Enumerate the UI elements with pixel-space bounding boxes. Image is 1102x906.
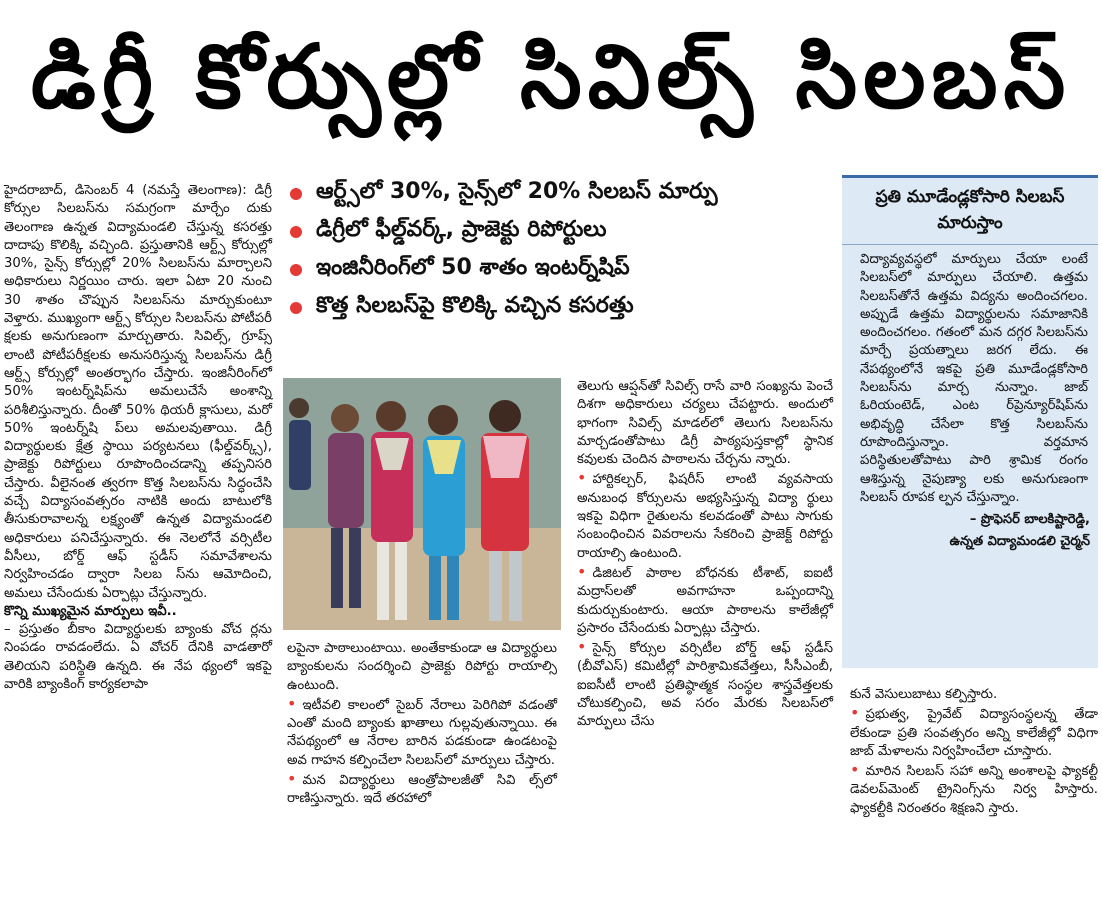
subheading: కొన్ని ముఖ్యమైన మార్పులు ఇవీ.. — [4, 603, 177, 619]
list-item: • సైన్స్‌ కోర్సుల వర్సిటీల బోర్డ్‌ ఆఫ్‌ స్టడీస్‌ (బీవోఎస్‌) కమిటీల్లో పారిశ్రామికవేత్తలు, సీసీఎంబీ, ఐఐసీటీ లాంటి ప్రతిష్ఠాత్మక సంస్థల శాస్త్రవేత్తలకు చోటుకల్పించి, అవ సరం మేరకు సిలబస్‌లో మార్పులు చేసు — [577, 638, 833, 731]
bullet-icon — [290, 302, 302, 314]
quote-attribution-name: – ప్రొఫెసర్‌ బాలకిష్టారెడ్డి, — [969, 512, 1090, 528]
quote-box-text: విద్యావ్యవస్థలో మార్పులు చేయా లంటే సిలబస్‌లో మార్పులు చేయాలి. ఉత్తమ సిలబస్‌తోనే ఉత్తమ విద్యను అందించగలం. అప్పుడే ఉత్తమ విద్యార్థులను సమాజానికి అందించగలం. గతంలో మన దగ్గర సిలబస్‌ను మార్చే ప్రయత్నాలు జరగ లేదు. ఈ నేపథ్యంలోనే ఇకపై ప్రతి మూడేండ్లకోసారి సిలబస్‌ను మార్చ నున్నాం. జాబ్‌ ఓరియంటెడ్‌, ఎంట ర్‌ప్రెన్యూర్‌షిప్‌ను అభివృద్ధి చేసేలా కొత్త సిలబస్‌ను రూపొందిస్తున్నాం. వర్తమాన పరిస్థితులతోపాటు పారి శ్రామిక రంగం ఆశిస్తున్న నైపుణ్యా లకు అనుగుణంగా సిలబస్‌ రూపక ల్పన చేస్తున్నాం. — [860, 252, 1088, 505]
article-column-1 — [4, 182, 272, 694]
highlight-item: ఆర్ట్స్‌లో 30%, సైన్స్‌లో 20% సిలబస్‌ మార్పు — [290, 175, 850, 213]
students-photo-illustration — [283, 378, 561, 630]
highlight-item: కొత్త సిలబస్‌పై కొలిక్కి వచ్చిన కసరత్తు — [290, 289, 850, 327]
quote-box-title: ప్రతి మూడేండ్లకోసారి సిలబస్‌ మారుస్తాం — [842, 178, 1098, 245]
list-item: • ప్రభుత్వ, ప్రైవేట్‌ విద్యాసంస్థలన్న తేడా లేకుండా ప్రతి సంవత్సరం అన్ని కాలేజీల్లో విధిగా జాబ్‌ మేళాలను నిర్వహించేలా చూస్తారు. — [850, 704, 1098, 761]
bullet-icon — [290, 264, 302, 276]
highlight-item: డిగ్రీలో ఫీల్డ్‌వర్క్‌, ప్రాజెక్టు రిపోర్టులు — [290, 213, 850, 251]
list-item: • మారిన సిలబస్‌ సహా అన్ని అంశాలపై ఫ్యాకల్టీ డెవలప్‌మెంట్‌ ట్రైనింగ్స్‌ను నిర్వ హిస్తారు. ఫ్యాకల్టీకి నిరంతరం శిక్షణని స్తారు. — [850, 761, 1098, 818]
article-text: – ప్రస్తుతం బీకాం విద్యార్థులకు బ్యాంకు వోచ ర్లను నింపడం రావడంలేదు. ఏ వోచర్‌ దేనికి వాడతారో తెలియని పరిస్థితి ఉన్నది. ఈ నేప థ్యంలో ఇకపై వారికి బ్యాంకింగ్‌ కార్యకలాపా — [4, 622, 272, 693]
highlights-list — [290, 175, 850, 327]
article-column-3 — [577, 378, 833, 732]
bullet-icon — [290, 226, 302, 238]
highlight-item: ఇంజినీరింగ్‌లో 50 శాతం ఇంటర్న్‌షిప్‌ — [290, 251, 850, 289]
article-text: హైదరాబాద్‌, డిసెంబర్‌ 4 (నమస్తే తెలంగాణ): డిగ్రీ కోర్సుల సిలబస్‌ను సమగ్రంగా మార్చేం దుకు తెలంగాణ ఉన్నత విద్యామండలి చేస్తున్న కసరత్తు దాదాపు కొలిక్కి వచ్చింది. ప్రస్తుతానికి ఆర్ట్స్‌ కోర్సుల్లో 30%, సైన్స్‌ కోర్సుల్లో 20% సిలబస్‌ను మార్చాలని అధికారులు నిర్ణయిం చారు. ఇలా ఏటా 20 నుంచి 30 శాతం చొప్పున సిలబస్‌ను మార్చుకుంటూ వెళ్తారు. ముఖ్యంగా ఆర్ట్స్‌ కోర్సుల సిలబస్‌ను పోటీపరీ క్షలకు అనుగుణంగా మార్చుతారు. సివిల్స్‌, గ్రూప్స్‌ లాంటి పోటీపరీక్షలకు అనుసరిస్తున్న సిలబస్‌ను డిగ్రీ ఆర్ట్స్‌ కోర్సుల్లో అంతర్భాగం చేస్తారు. ఇంజినీరింగ్‌లో 50% ఇంటర్న్‌షిప్‌ను అమలుచేసే అంశాన్ని పరిశీలిస్తున్నారు. దీంతో 50% థియరీ క్లాసులు, మరో 50% ఇంటర్న్‌షి ప్‌లు అమలవుతాయి. డిగ్రీ విద్యార్థులకు క్షేత్ర స్థాయి పర్యటనలు (ఫీల్డ్‌వర్క్స్‌), ప్రాజెక్టు రిపోర్టులు రూపొందించడాన్ని తప్పనిసరి చేస్తారు. వీలైనంత త్వరగా కొత్త సిలబస్‌ను సిద్ధంచేసి వచ్చే విద్యాసంవత్సరం నాటికి అందు బాటులోకి తీసుకురావాలన్న లక్ష్యంతో ఉన్నత విద్యామండలి అధికారులు పనిచేస్తున్నారు. ఈ నెలలోనే వర్సిటీల వీసీలు, బోర్డ్‌ ఆఫ్‌ స్టడీస్‌ సమావేశాలను నిర్వహించడం ద్వారా సిలబ స్‌ను ఆమోదించి, అమలు చేసేందుకు ఏర్పాట్లు చేస్తున్నారు. — [4, 183, 272, 601]
list-item: • ఇటీవలి కాలంలో సైబర్‌ నేరాలు పెరిగిపో వడంతో ఎంతో మంది బ్యాంకు ఖాతాలు గుల్లవుతున్నాయి. ఈ నేపథ్యంలో ఆ నేరాల బారిన పడకుండా ఉండటంపై అవ గాహన కల్పించేలా సిలబస్‌లో మార్పులు చేస్తారు. — [287, 695, 557, 770]
article-column-2 — [287, 640, 557, 809]
quote-attribution-title: ఉన్నత విద్యామండలి చైర్మన్‌ — [949, 534, 1090, 550]
bullet-icon — [290, 188, 302, 200]
quote-box — [842, 175, 1098, 668]
article-text: కునే వెసులుబాటు కల్పిస్తారు. — [850, 687, 998, 702]
headline: డిగ్రీ కోర్సుల్లో సివిల్స్‌ సిలబస్‌ — [30, 25, 1072, 128]
list-item: • మన విద్యార్థులు ఆంత్రోపాలజీతో సివి ల్స్‌లో రాణిస్తున్నారు. ఇదే తరహాలో — [287, 770, 557, 809]
students-photo — [283, 378, 561, 630]
list-item: • డిజిటల్‌ పాఠాల బోధనకు టీశాట్‌, ఐఐటీ మద్రాస్‌లతో అవగాహనా ఒప్పందాన్ని కుదుర్చుకుంటారు. ఆయా పాఠాలను కాలేజీల్లో ప్రసారం చేసేందుకు ఏర్పాట్లు చేస్తారు. — [577, 563, 833, 638]
article-column-4 — [850, 686, 1098, 818]
list-item: • హార్టికల్చర్‌, ఫిషరీస్‌ లాంటి వ్యవసాయ అనుబంధ కోర్సులను అభ్యసిస్తున్న విద్యా ర్థులు ఇకపై విధిగా రైతులను కలవడంతో పాటు సాగుకు సంబంధించిన వివరాలను సేకరించి ప్రాజెక్ట్‌ రిపోర్టు రాయాల్సి ఉంటుంది. — [577, 469, 833, 562]
article-text: తెలుగు ఆప్షన్‌తో సివిల్స్‌ రాసే వారి సంఖ్యను పెంచే దిశగా అధికారులు చర్యలు చేపట్టారు. అందులో భాగంగా సివిల్స్‌ మాడల్‌లో తెలుగు సిలబస్‌ను మార్చడంతోపాటు డిగ్రీ పాఠ్యపుస్తకాల్లో స్థానిక కవులకు చెందిన పాఠాలను చేర్చను న్నారు. — [577, 379, 833, 468]
article-text: లపైనా పాఠాలుంటాయి. అంతేకాకుండా ఆ విద్యార్థులు బ్యాంకులను సందర్శించి ప్రాజెక్టు రిపోర్టు రాయాల్సి ఉంటుంది. — [287, 641, 557, 693]
